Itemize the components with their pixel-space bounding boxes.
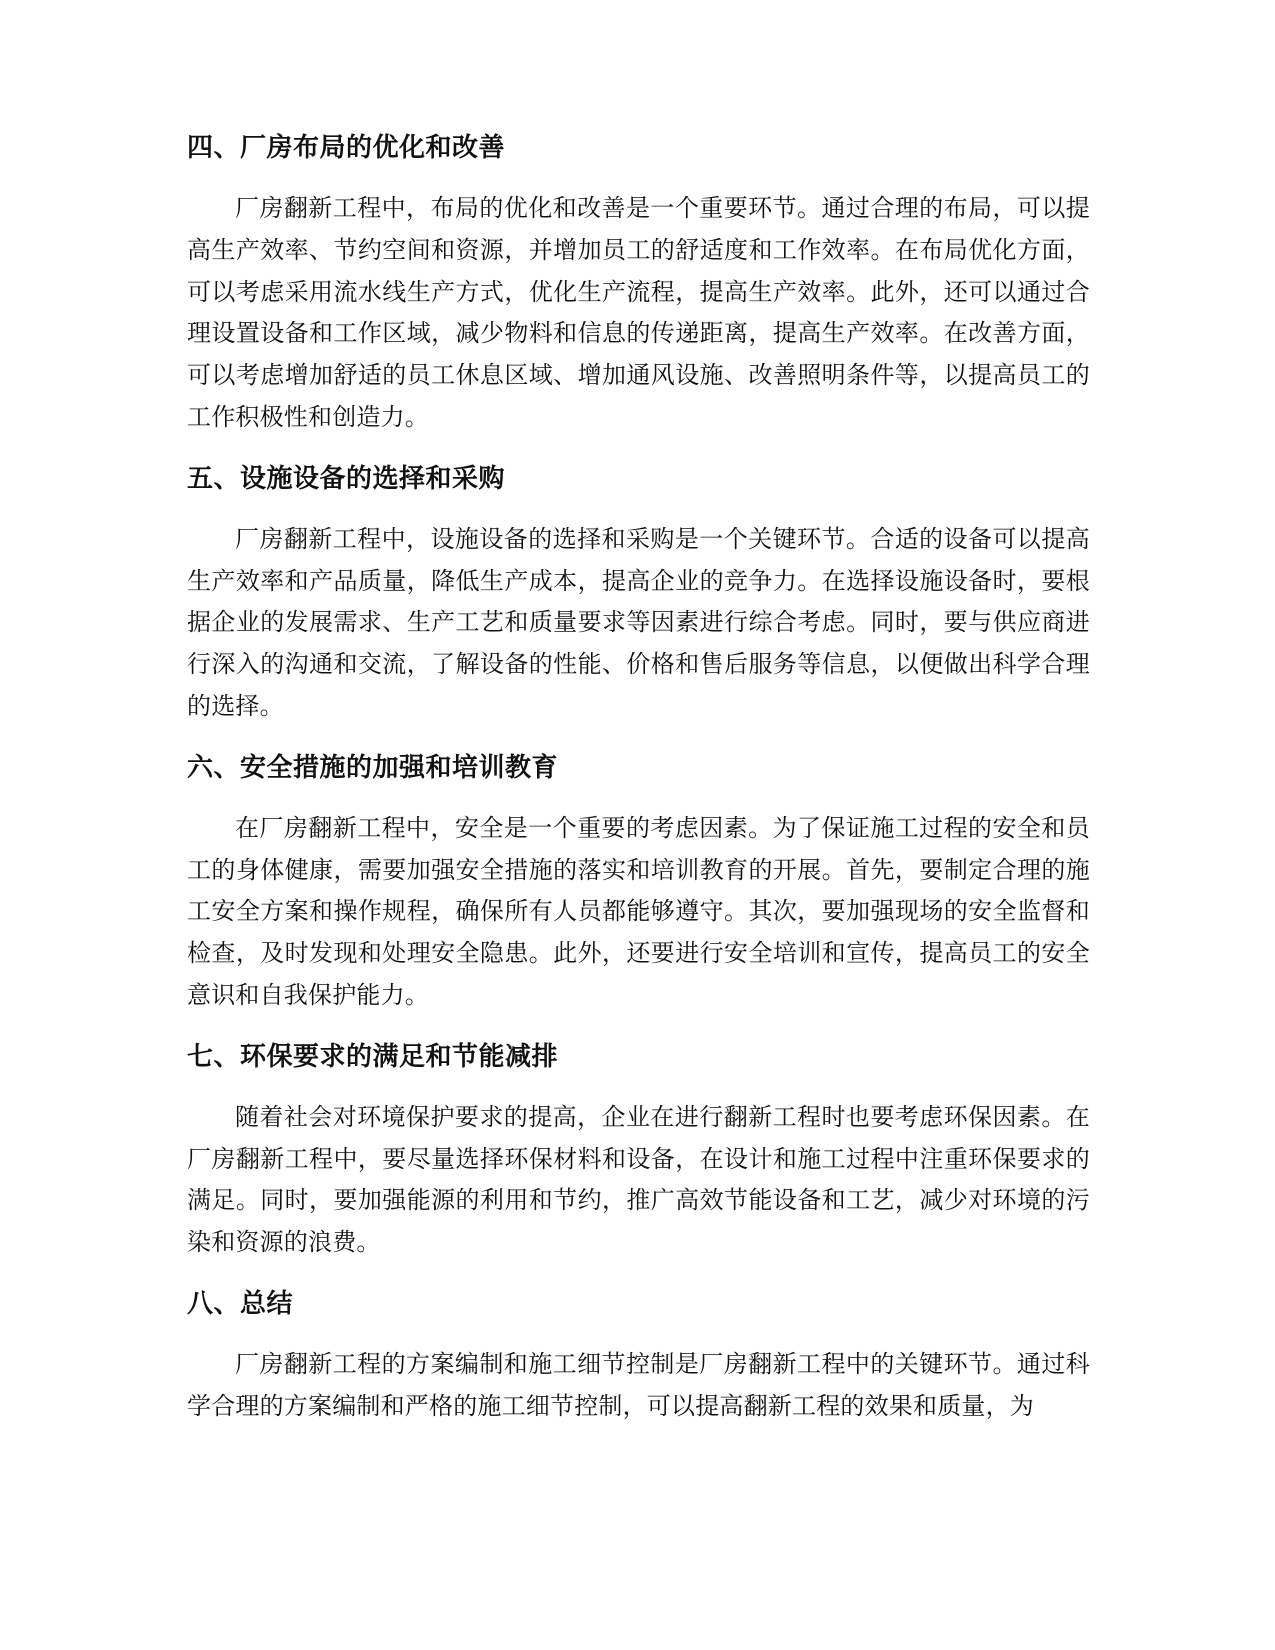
section-layout-optimization xyxy=(187,130,1090,439)
section-paragraph: 在厂房翻新工程中，安全是一个重要的考虑因素。为了保证施工过程的安全和员工的身体健康，需要加强安全措施的落实和培训教育的开展。首先，要制定合理的施工安全方案和操作规程，确保所有人员都能够遵守。其次，要加强现场的安全监督和检查，及时发现和处理安全隐患。此外，还要进行安全培训和宣传，提高员工的安全意识和自我保护能力。 xyxy=(187,813,1090,1009)
section-paragraph: 随着社会对环境保护要求的提高，企业在进行翻新工程时也要考虑环保因素。在厂房翻新工程中，要尽量选择环保材料和设备，在设计和施工过程中注重环保要求的满足。同时，要加强能源的利用和节约，推广高效节能设备和工艺，减少对环境的污染和资源的浪费。 xyxy=(187,1102,1090,1257)
document-page xyxy=(187,130,1090,1450)
section-heading: 五、设施设备的选择和采购 xyxy=(187,463,506,494)
section-safety-training xyxy=(187,750,1090,1017)
section-heading: 四、厂房布局的优化和改善 xyxy=(187,133,506,163)
section-summary xyxy=(187,1286,1090,1428)
section-paragraph: 厂房翻新工程中，布局的优化和改善是一个重要环节。通过合理的布局，可以提高生产效率、节约空间和资源，并增加员工的舒适度和工作效率。在布局优化方面，可以考虑采用流水线生产方式，优化生产流程，提高生产效率。此外，还可以通过合理设置设备和工作区域，减少物料和信息的传递距离，提高生产效率。在改善方面，可以考虑增加舒适的员工休息区域、增加通风设施、改善照明条件等，以提高员工的工作积极性和创造力。 xyxy=(187,194,1090,431)
section-paragraph: 厂房翻新工程中，设施设备的选择和采购是一个关键环节。合适的设备可以提高生产效率和产品质量，降低生产成本，提高企业的竞争力。在选择设施设备时，要根据企业的发展需求、生产工艺和质量要求等因素进行综合考虑。同时，要与供应商进行深入的沟通和交流，了解设备的性能、价格和售后服务等信息，以便做出科学合理的选择。 xyxy=(187,524,1090,720)
section-environmental xyxy=(187,1039,1090,1264)
section-heading: 八、总结 xyxy=(187,1288,294,1319)
section-heading: 六、安全措施的加强和培训教育 xyxy=(187,752,559,783)
section-equipment-selection xyxy=(187,461,1090,728)
section-paragraph: 厂房翻新工程的方案编制和施工细节控制是厂房翻新工程中的关键环节。通过科学合理的方案编制和严格的施工细节控制，可以提高翻新工程的效果和质量，为 xyxy=(187,1349,1090,1420)
section-heading: 七、环保要求的满足和节能减排 xyxy=(187,1041,559,1072)
